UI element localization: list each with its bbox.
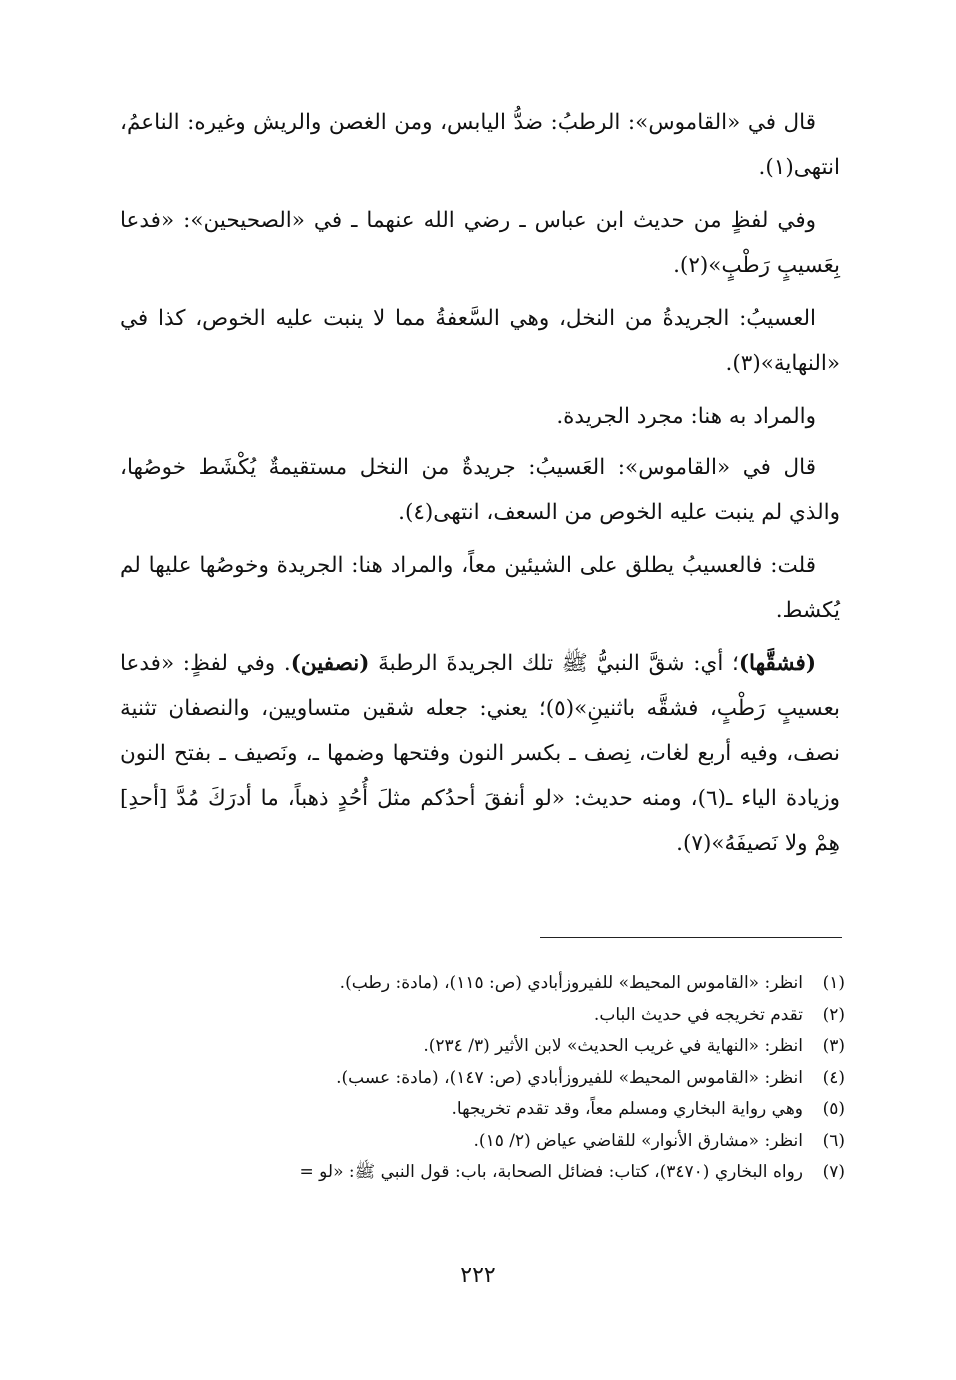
- footnote-text: رواه البخاري (٣٤٧٠)، كتاب: فضائل الصحابة، باب: قول النبي ﷺ: «لو =: [299, 1162, 803, 1182]
- footnote-number: (٧): [822, 1162, 845, 1182]
- bold-term: (نصفين): [290, 651, 370, 676]
- paragraph: قال في «القاموس»: العَسيبُ: جريدةٌ من النخل مستقيمةٌ يُكْشَط خوصُها، والذي لم ينبت عليه الخوص من السعف، انتهى(٤).: [120, 455, 840, 525]
- paragraph: والمراد به هنا: مجرد الجريدة.: [556, 404, 816, 429]
- footnote: [110, 1157, 845, 1189]
- footnote-number: (٤): [822, 1067, 845, 1088]
- footnote-text: انظر: «القاموس المحيط» للفيروزأبادي (ص: ١١٥)، (مادة: رطب).: [339, 973, 803, 993]
- footnote-text: انظر: «مشارق الأنوار» للقاضي عياض (٢/ ١٥).: [473, 1130, 803, 1151]
- footnote-number: (٦): [822, 1130, 845, 1151]
- paragraph: [120, 641, 840, 866]
- footnote: [110, 1000, 845, 1032]
- footnote-text: تقدم تخريجه في حديث الباب.: [593, 1004, 803, 1025]
- footnote-text: انظر: «النهاية في غريب الحديث» لابن الأثير (٣/ ٢٣٤).: [423, 1036, 803, 1056]
- paragraph: العسيبُ: الجريدةُ من النخل، وهي السَّعفةُ مما لا ينبت عليه الخوص، كذا في «النهاية»(٣).: [120, 306, 840, 376]
- paragraph-text: ؛ أي: شقَّ النبيُّ ﷺ تلك الجريدةَ الرطبةَ: [369, 651, 739, 676]
- footnotes: [110, 968, 845, 1189]
- footnote: [110, 1031, 845, 1063]
- bold-term: (فشقَّها): [738, 651, 816, 676]
- footnote: [110, 968, 845, 1000]
- footnote-separator: [540, 937, 842, 938]
- main-text: [120, 100, 840, 874]
- footnote: [110, 1126, 845, 1158]
- footnote-number: (٢): [822, 1004, 845, 1025]
- footnote-text: وهي رواية البخاري ومسلم معاً، وقد تقدم تخريجها.: [451, 1099, 803, 1119]
- footnote-number: (٣): [822, 1036, 845, 1056]
- paragraph: قلت: فالعسيبُ يطلق على الشيئين معاً، والمراد هنا: الجريدة وخوصُها عليها لم يُكشط.: [120, 553, 840, 623]
- footnote-text: انظر: «القاموس المحيط» للفيروزأبادي (ص: ١٤٧)، (مادة: عسب).: [336, 1067, 803, 1088]
- footnote: [110, 1094, 845, 1126]
- footnote: [110, 1063, 845, 1095]
- page-number: ٢٢٢: [460, 1263, 496, 1288]
- footnote-number: (٥): [822, 1099, 845, 1119]
- footnote-number: (١): [822, 973, 845, 993]
- paragraph: قال في «القاموس»: الرطبُ: ضدُّ اليابس، ومن الغصن والريش وغيره: الناعمُ، انتهى(١).: [120, 110, 840, 180]
- paragraph-text: . وفي لفظٍ: «فدعا بعسيبٍ رَطْبٍ، فشقَّه باثنينِ»(٥)؛ يعني: جعله شقين متساويين، والنصفان تثنية نصف، وفيه أربع لغات، نِصف ـ بكسر النون وفتحها وضمها ـ، ونَصيف ـ بفتح النون وزيادة الياء ـ(٦)، ومنه حديث: «لو أنفقَ أحدُكم مثلَ أُحُدٍ ذهباً، ما أدرَكَ مُدَّ [أحدِ] هِمْ ولا نَصيفَهُ»(٧).: [120, 651, 840, 856]
- paragraph: وفي لفظٍ من حديث ابن عباس ـ رضي الله عنهما ـ في «الصحيحين»: «فدعا بِعَسيبٍ رَطْبٍ»(٢).: [120, 208, 840, 278]
